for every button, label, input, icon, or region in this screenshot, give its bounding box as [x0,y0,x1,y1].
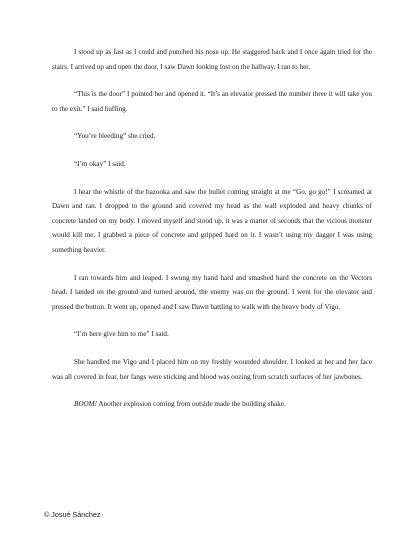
paragraph-4: “I’m okay” I said. [74,159,126,168]
story-text [52,45,372,412]
paragraph-5: I hear the whistle of the bazooka and saw the bullet coming straight at me “Go, go go!” I screamed at Dawn and ran. I dropped to the ground and covered my head as the wall exploded and heavy chunks of concrete landed on my body. I moved myself and stood up, it was a matter of seconds that the vicious monster would kill me. I grabbed a piece of concrete and gripped hard on it. I wasn’t using my dagger I was using something heavier. [52,187,372,254]
paragraph-3: “You’re bleeding” she cried. [74,132,156,141]
boom-emphasis: BOOM! [74,400,98,409]
paragraph-2: “This is the door” I pointed her and opened it. “It’s an elevator pressed the number three it will take you to the exit.” I said huffing. [52,90,372,113]
paragraph-8: She handled me Vigo and I placed him on my freshly wounded shoulder. I looked at her and her face was all covered in fear, her fangs were sticking and blood was oozing from scratch surfaces of her jawbones. [52,357,372,381]
paragraph-1: I stood up as fast as I could and punched his nose up. He staggered back and I once again tried for the stairs. I arrived up and open the door, I saw Dawn looking lost on the hallway. I ran to her. [52,48,372,71]
paragraph-7: “I’m here give him to me” I said. [74,330,169,339]
paragraph-9 [52,397,372,412]
copyright-footer: © Josué Sánchez [44,510,101,519]
paragraph-9-text: Another explosion coming from outside made the building shake. [97,400,286,409]
paragraph-6: I ran towards him and leaped. I swung my hand hard and smashed hard the concrete on the Vectors head. I landed on the ground and turned around, the enemy was on the ground. I went for the elevator and pressed the button. It went up, opened and I saw Dawn battling to walk with the heavy body of Vigo. [52,273,372,311]
